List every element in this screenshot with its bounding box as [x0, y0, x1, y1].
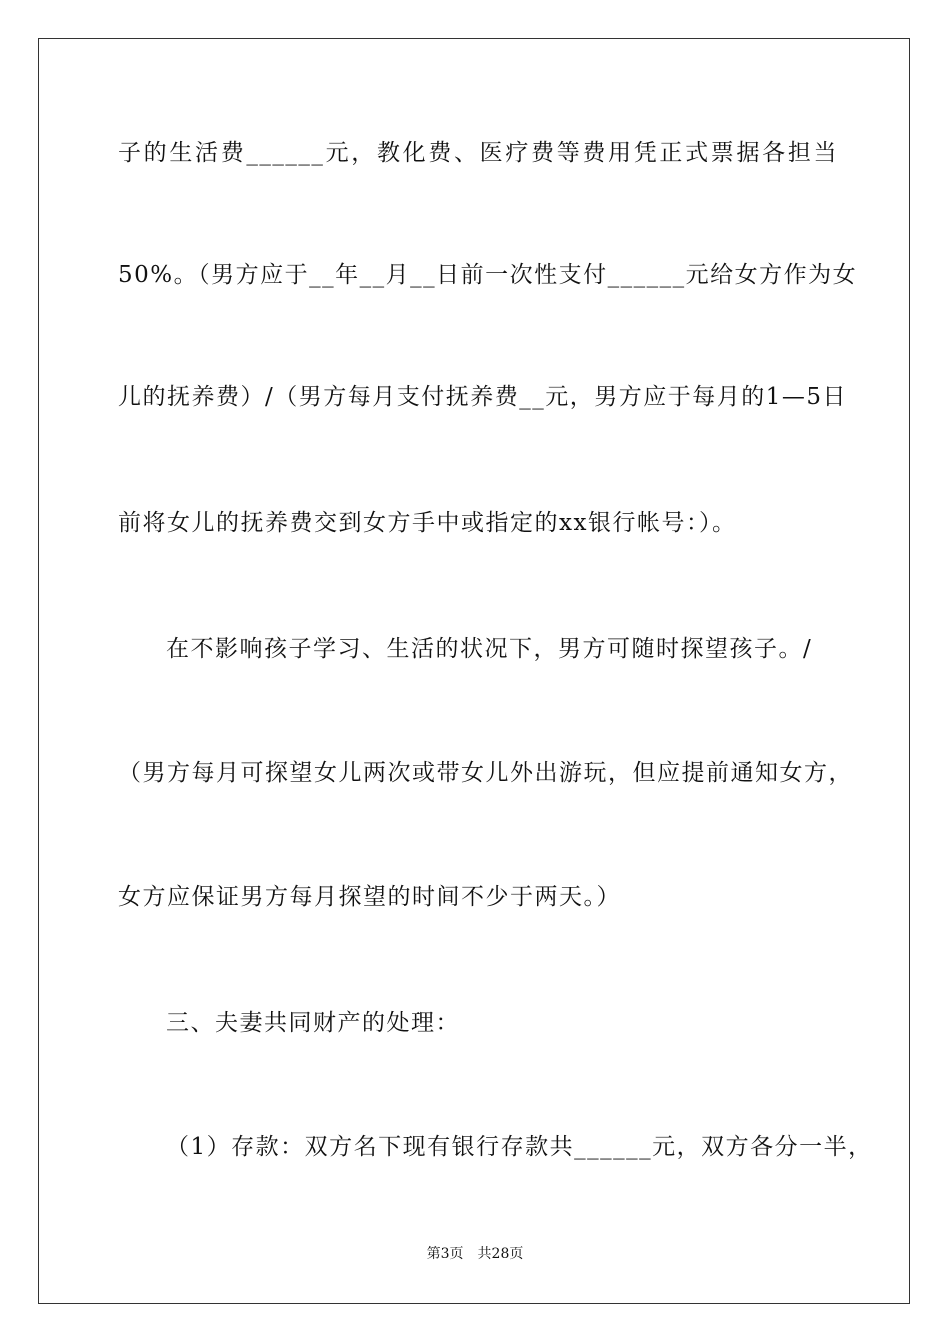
text-line-2: 50%。（男方应于__年__月__日前一次性支付______元给女方作为女: [118, 262, 858, 288]
text-line-4: 前将女儿的抚养费交到女方手中或指定的xx银行帐号：）。: [118, 510, 737, 536]
page-border: [38, 38, 910, 1304]
page-footer: 第3页 共28页: [426, 1246, 524, 1262]
text-line-3: 儿的抚养费）/（男方每月支付抚养费__元，男方应于每月的1—5日: [118, 384, 848, 410]
text-line-5: 在不影响孩子学习、生活的状况下，男方可随时探望孩子。/: [166, 636, 813, 662]
section-heading: 三、夫妻共同财产的处理：: [166, 1010, 460, 1036]
text-line-6: （男方每月可探望女儿两次或带女儿外出游玩，但应提前通知女方，: [118, 760, 853, 786]
text-line-7: 女方应保证男方每月探望的时间不少于两天。）: [118, 884, 621, 910]
text-line-1: 子的生活费______元，教化费、医疗费等费用凭正式票据各担当: [118, 140, 838, 166]
text-line-9: （1）存款：双方名下现有银行存款共______元，双方各分一半，: [166, 1134, 873, 1160]
